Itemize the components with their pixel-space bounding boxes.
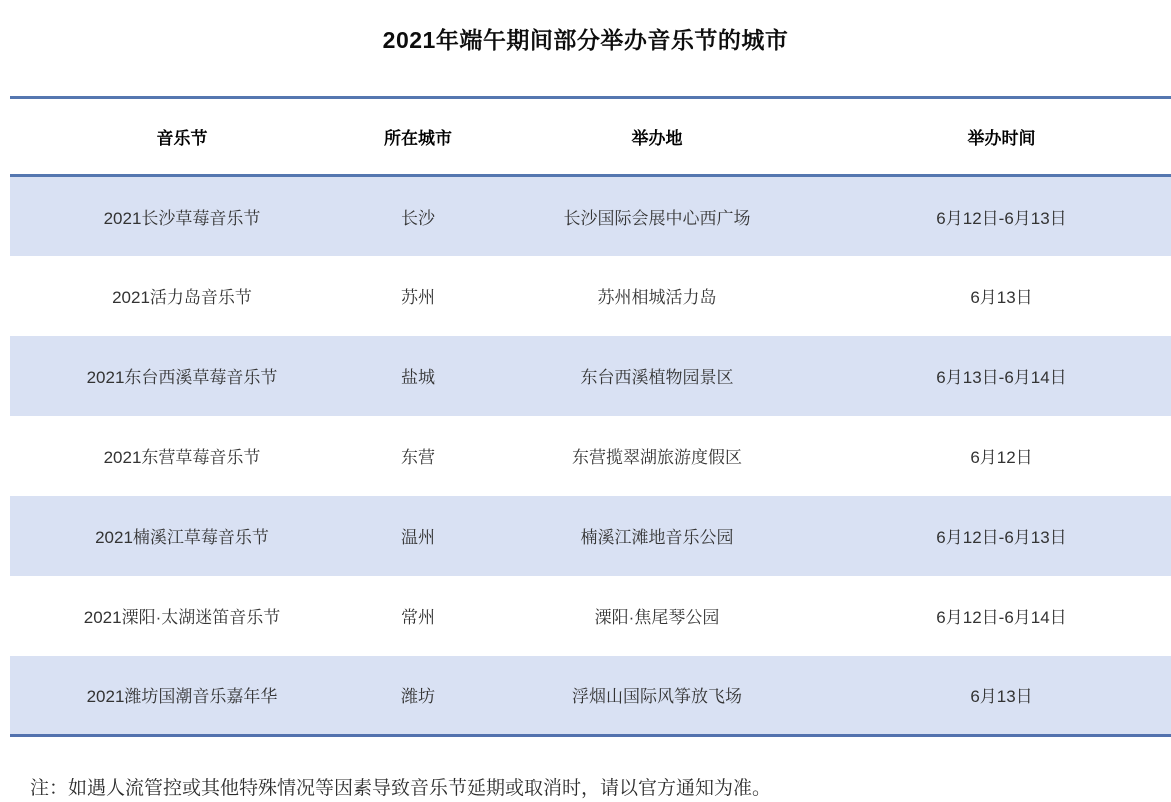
col-header-city: 所在城市 — [384, 129, 452, 148]
col-header-festival: 音乐节 — [156, 129, 208, 148]
table-row — [10, 656, 1171, 736]
table-row — [10, 176, 1171, 256]
cell-venue: 苏州相城活力岛 — [597, 288, 717, 307]
festival-table — [10, 96, 1171, 737]
cell-city: 东营 — [401, 448, 435, 467]
cell-date: 6月12日 — [970, 448, 1033, 467]
table-row — [10, 256, 1171, 336]
cell-festival: 2021潍坊国潮音乐嘉年华 — [86, 687, 278, 707]
cell-date: 6月12日-6月14日 — [936, 608, 1067, 627]
cell-festival: 2021活力岛音乐节 — [112, 288, 252, 307]
cell-festival: 2021东台西溪草莓音乐节 — [86, 368, 278, 387]
col-header-venue: 举办地 — [631, 129, 683, 148]
cell-date: 6月12日-6月13日 — [936, 528, 1067, 547]
table-row — [10, 576, 1171, 656]
cell-festival: 2021楠溪江草莓音乐节 — [95, 528, 269, 547]
cell-city: 苏州 — [401, 288, 435, 307]
cell-date: 6月13日 — [970, 288, 1033, 307]
cell-city: 常州 — [401, 608, 435, 627]
table-row — [10, 336, 1171, 416]
cell-city: 潍坊 — [401, 687, 435, 707]
cell-venue: 浮烟山国际风筝放飞场 — [572, 687, 742, 707]
cell-city: 温州 — [401, 528, 435, 547]
col-header-date: 举办时间 — [967, 129, 1036, 148]
cell-festival: 2021东营草莓音乐节 — [103, 448, 261, 467]
table-row — [10, 496, 1171, 576]
cell-venue: 东营揽翠湖旅游度假区 — [572, 448, 742, 467]
cell-venue: 楠溪江滩地音乐公园 — [580, 528, 734, 547]
cell-city: 盐城 — [401, 368, 435, 387]
cell-festival: 2021长沙草莓音乐节 — [103, 208, 261, 228]
cell-venue: 东台西溪植物园景区 — [580, 368, 734, 387]
cell-venue: 溧阳·焦尾琴公园 — [594, 608, 720, 627]
cell-date: 6月12日-6月13日 — [936, 208, 1067, 228]
cell-city: 长沙 — [401, 208, 435, 228]
cell-venue: 长沙国际会展中心西广场 — [563, 208, 751, 228]
cell-date: 6月13日-6月14日 — [936, 368, 1067, 387]
cell-festival: 2021溧阳·太湖迷笛音乐节 — [83, 608, 281, 627]
cell-date: 6月13日 — [970, 687, 1033, 707]
page-title: 2021年端午期间部分举办音乐节的城市 — [382, 27, 789, 53]
footnote: 注：如遇人流管控或其他特殊情况等因素导致音乐节延期或取消时，请以官方通知为准。 — [30, 778, 772, 799]
table-row — [10, 416, 1171, 496]
table-header-row — [10, 98, 1171, 176]
